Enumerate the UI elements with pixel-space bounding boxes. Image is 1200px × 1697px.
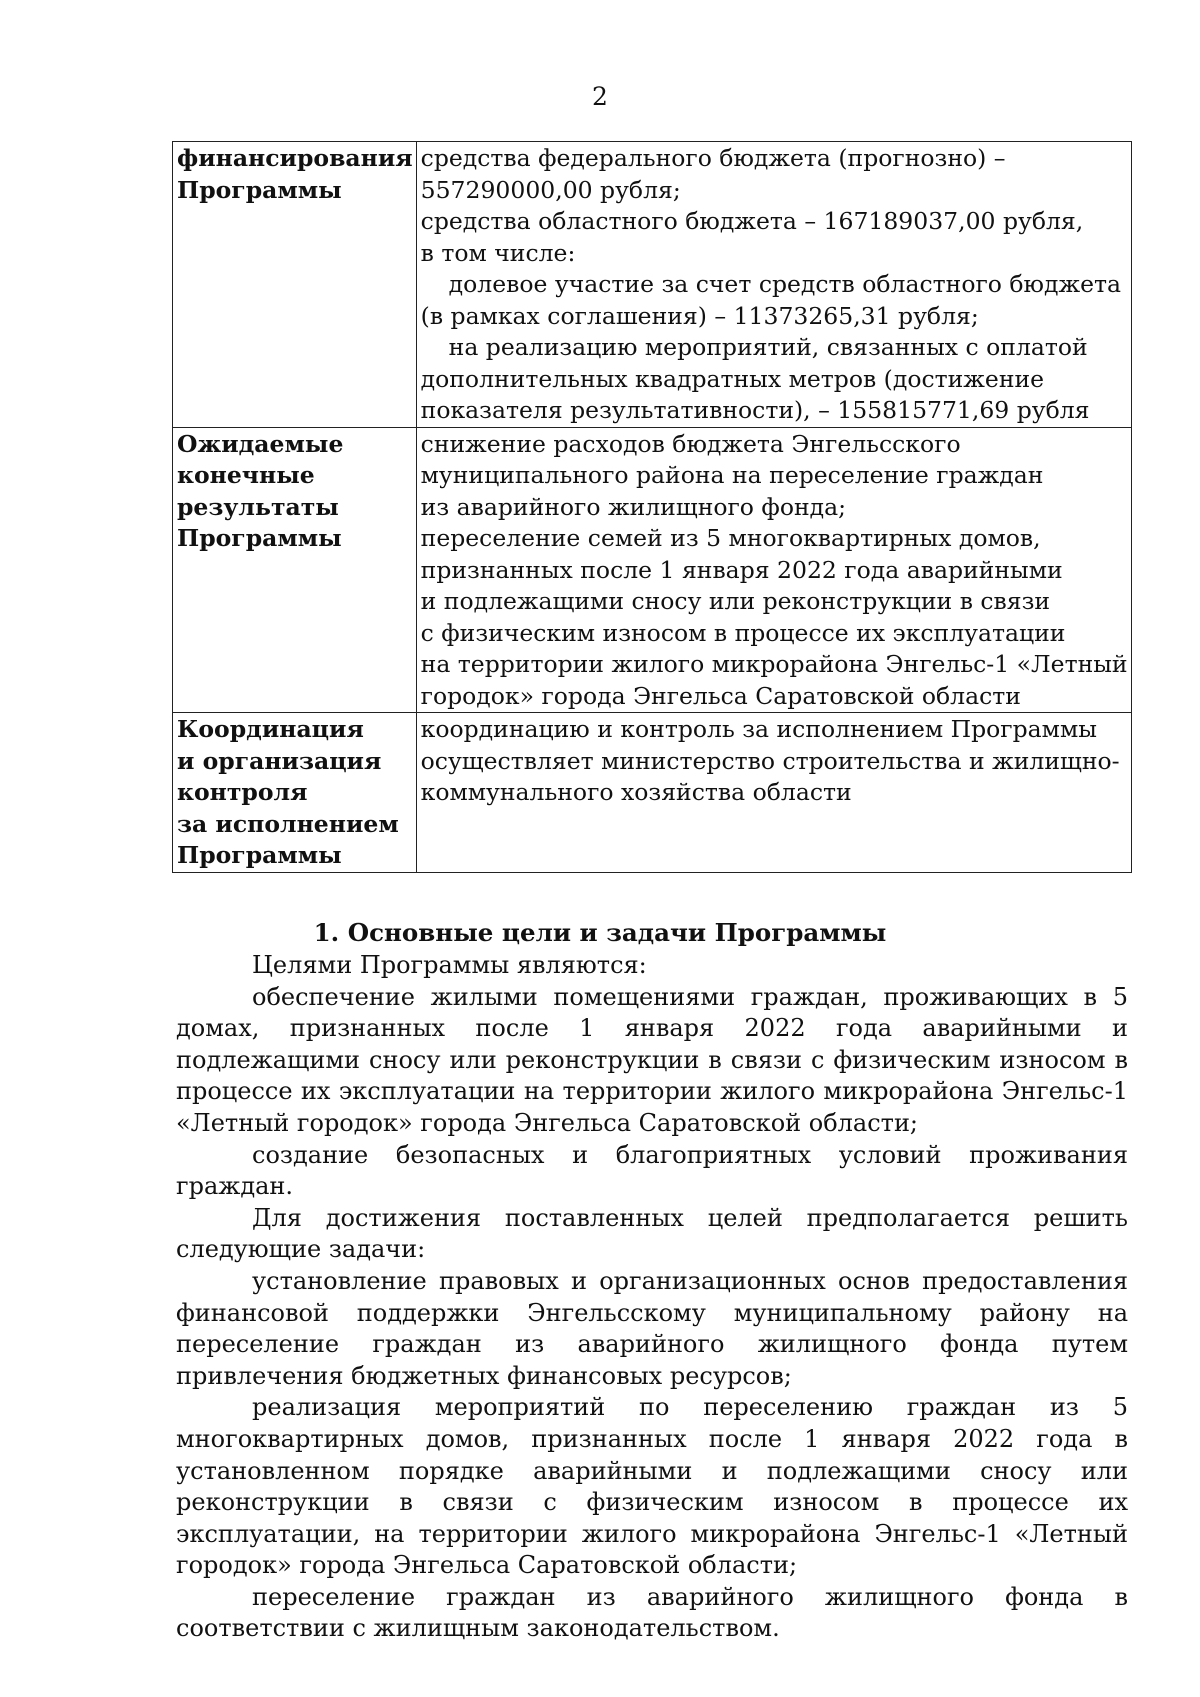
row-content-line: из аварийного жилищного фонда; — [420, 492, 847, 521]
row-content-line: и подлежащими сносу или реконструкции в связи — [420, 587, 1051, 615]
row-label-line: Координация — [177, 715, 364, 743]
row-content-line: долевое участие за счет средств областного бюджета — [448, 270, 1122, 298]
row-label-cell — [173, 713, 417, 873]
row-label-line: результаты — [177, 492, 339, 521]
row-content-line: на территории жилого микрорайона Энгельс-1 «Летный — [420, 650, 1128, 678]
row-label-line: Программы — [177, 524, 342, 552]
row-label-cell — [173, 142, 417, 428]
body-paragraph: создание безопасных и благоприятных условий проживания граждан. — [176, 1140, 1128, 1201]
body-paragraph: Целями Программы являются: — [252, 951, 647, 979]
row-content-line: средства федерального бюджета (прогнозно) – — [420, 144, 1006, 172]
row-label-line: Ожидаемые — [177, 429, 344, 458]
section-body — [176, 950, 1128, 1645]
row-label-cell — [173, 427, 417, 713]
row-content-line: дополнительных квадратных метров (достижение — [420, 364, 1045, 393]
row-content-line: снижение расходов бюджета Энгельсского — [420, 429, 961, 458]
row-label-line: за исполнением — [177, 809, 399, 838]
page-number: 2 — [592, 82, 608, 111]
row-content-line: с физическим износом в процессе их эксплуатации — [420, 618, 1066, 647]
row-content-line: координацию и контроль за исполнением Программы — [420, 715, 1097, 743]
table-row — [173, 427, 1132, 713]
row-content-line: средства областного бюджета – 167189037,00 рубля, — [420, 207, 1084, 235]
table-row — [173, 713, 1132, 873]
row-label-line: и организация — [177, 746, 382, 775]
row-content-cell — [416, 713, 1131, 873]
body-paragraph: реализация мероприятий по переселению граждан из 5 многоквартирных домов, признанных после 1 января 2022 года в установленном порядке аварийными и подлежащими сносу или реконструкции в связи с физическим износом в процессе их эксплуатации, на территории жилого микрорайона Энгельс-1 «Летный городок» города Энгельса Саратовской области; — [176, 1393, 1128, 1580]
body-paragraph: переселение граждан из аварийного жилищного фонда в соответствии с жилищным законодательством. — [176, 1582, 1128, 1643]
program-passport-table — [172, 141, 1132, 873]
row-label-line: конечные — [177, 461, 315, 489]
row-content-line: показателя результативности), – 155815771,69 рубля — [420, 396, 1090, 424]
row-content-line: 557290000,00 рубля; — [420, 175, 681, 204]
body-paragraph: обеспечение жилыми помещениями граждан, проживающих в 5 домах, признанных после 1 января 2022 года аварийными и подлежащими сносу или реконструкции в связи с физическим износом в процессе их эксплуатации на территории жилого микрорайона Энгельс-1 «Летный городок» города Энгельса Саратовской области; — [176, 982, 1128, 1137]
row-content-cell — [416, 142, 1131, 428]
row-content-line: коммунального хозяйства области — [420, 778, 852, 806]
row-content-line: признанных после 1 января 2022 года аварийными — [420, 555, 1063, 584]
row-content-line: осуществляет министерство строительства и жилищно- — [420, 746, 1120, 775]
row-content-line: (в рамках соглашения) – 11373265,31 рубля; — [420, 301, 979, 330]
row-content-line: в том числе: — [420, 238, 576, 267]
row-content-line: переселение семей из 5 многоквартирных домов, — [420, 524, 1041, 552]
row-content-line: городок» города Энгельса Саратовской области — [420, 681, 1021, 710]
body-paragraph: установление правовых и организационных основ предоставления финансовой поддержки Энгельсскому муниципальному району на переселение граждан из аварийного жилищного фонда путем привлечения бюджетных финансовых ресурсов; — [176, 1266, 1128, 1390]
section-heading: 1. Основные цели и задачи Программы — [313, 918, 887, 947]
row-label-line: контроля — [177, 778, 308, 806]
row-label-line: Программы — [177, 841, 342, 869]
row-content-cell — [416, 427, 1131, 713]
body-paragraph: Для достижения поставленных целей предполагается решить следующие задачи: — [176, 1203, 1128, 1264]
row-content-line: муниципального района на переселение граждан — [420, 461, 1044, 489]
row-content-line: на реализацию мероприятий, связанных с оплатой — [448, 333, 1088, 361]
table-row — [173, 142, 1132, 428]
row-label-line: финансирования — [177, 144, 413, 172]
row-label-line: Программы — [177, 175, 342, 204]
